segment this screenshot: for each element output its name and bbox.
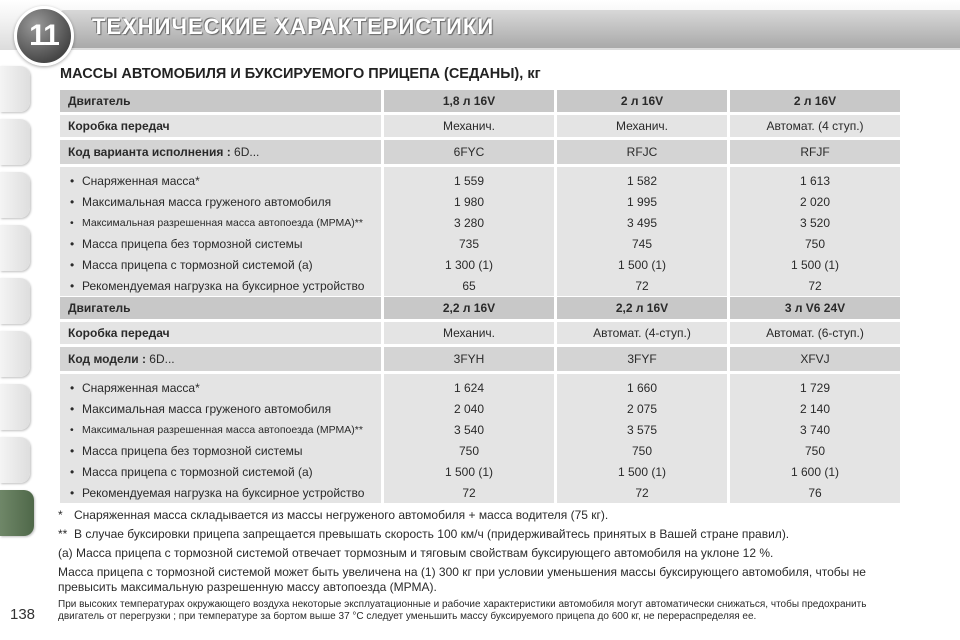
engine-value: 2,2 л 16V: [557, 297, 727, 319]
row-label: • Максимальная разрешенная масса автопоезда (МРМА)**: [60, 212, 381, 233]
engine-label: Двигатель: [60, 297, 381, 319]
row-value: 1 995: [557, 191, 727, 212]
table-row: [60, 212, 900, 233]
table-row: [60, 461, 900, 482]
chapter-badge: [14, 6, 74, 66]
engine-value: 3 л V6 24V: [730, 297, 900, 319]
table-row: [60, 440, 900, 461]
engine-value: 2,2 л 16V: [384, 297, 554, 319]
table-row: [60, 482, 900, 503]
row-value: 1 729: [730, 374, 900, 398]
gearbox-value: Механич.: [557, 115, 727, 137]
code-value: RFJF: [730, 140, 900, 164]
row-value: 1 613: [730, 167, 900, 191]
chapter-title: ТЕХНИЧЕСКИЕ ХАРАКТЕРИСТИКИ: [92, 14, 495, 39]
row-value: 76: [730, 482, 900, 503]
chapter-tab[interactable]: [0, 278, 30, 324]
row-value: 1 300 (1): [384, 254, 554, 275]
gearbox-row: [60, 115, 900, 137]
engine-value: 2 л 16V: [730, 90, 900, 112]
chapter-tab[interactable]: [0, 119, 30, 165]
chapter-tab[interactable]: [0, 331, 30, 377]
row-value: 3 740: [730, 419, 900, 440]
row-value: 3 495: [557, 212, 727, 233]
chapter-tab[interactable]: [0, 437, 30, 483]
row-value: 72: [557, 275, 727, 296]
table-row: [60, 275, 900, 296]
gearbox-value: Автомат. (4-ступ.): [557, 322, 727, 344]
row-value: 72: [557, 482, 727, 503]
row-value: 750: [730, 233, 900, 254]
gearbox-value: Автомат. (4 ступ.): [730, 115, 900, 137]
gearbox-value: Автомат. (6-ступ.): [730, 322, 900, 344]
row-value: 1 660: [557, 374, 727, 398]
row-value: 745: [557, 233, 727, 254]
code-value: 3FYH: [384, 347, 554, 371]
row-value: 1 559: [384, 167, 554, 191]
row-value: 3 520: [730, 212, 900, 233]
footnote-1: * Снаряженная масса складывается из массы негруженого автомобиля + масса водителя (75 кг).: [58, 508, 609, 522]
code-value: XFVJ: [730, 347, 900, 371]
row-value: 1 500 (1): [384, 461, 554, 482]
row-value: 750: [730, 440, 900, 461]
row-value: 2 075: [557, 398, 727, 419]
table-row: [60, 254, 900, 275]
row-value: 1 500 (1): [557, 461, 727, 482]
chapter-tab[interactable]: [0, 66, 30, 112]
row-label: • Максимальная масса груженого автомобиля: [60, 191, 381, 212]
page-number: 138: [10, 606, 36, 623]
row-label: • Масса прицепа без тормозной системы: [60, 440, 381, 461]
gearbox-value: Механич.: [384, 115, 554, 137]
footnotes: [58, 508, 908, 627]
row-value: 3 575: [557, 419, 727, 440]
table-row: [60, 419, 900, 440]
chapter-number: 11: [29, 19, 59, 52]
chapter-tab[interactable]: [0, 384, 30, 430]
row-label: • Масса прицепа с тормозной системой (а): [60, 254, 381, 275]
row-value: 750: [384, 440, 554, 461]
table-row: [60, 374, 900, 398]
gearbox-label: Коробка передач: [60, 115, 381, 137]
code-row: [60, 140, 900, 164]
row-value: 1 980: [384, 191, 554, 212]
row-value: 2 040: [384, 398, 554, 419]
row-value: 750: [557, 440, 727, 461]
row-value: 65: [384, 275, 554, 296]
code-value: RFJC: [557, 140, 727, 164]
engine-row: [60, 297, 900, 319]
row-label: • Рекомендуемая нагрузка на буксирное устройство: [60, 275, 381, 296]
table-row: [60, 398, 900, 419]
row-value: 1 500 (1): [557, 254, 727, 275]
row-label: • Снаряженная масса*: [60, 374, 381, 398]
section-title: МАССЫ АВТОМОБИЛЯ И БУКСИРУЕМОГО ПРИЦЕПА (СЕДАНЫ), кг: [60, 66, 541, 82]
table-row: [60, 191, 900, 212]
row-value: 72: [730, 275, 900, 296]
chapter-tab-active[interactable]: [0, 490, 34, 536]
row-value: 3 280: [384, 212, 554, 233]
row-value: 2 020: [730, 191, 900, 212]
row-value: 1 582: [557, 167, 727, 191]
footnote-4: Масса прицепа с тормозной системой может быть увеличена на (1) 300 кг при условии уменьшения массы буксирующего автомобиля, чтобы не превысить максимальную разрешенную массу автопоезда (МРМА).: [58, 565, 866, 594]
row-value: 1 624: [384, 374, 554, 398]
engine-label: Двигатель: [60, 90, 381, 112]
row-label: • Максимальная масса груженого автомобиля: [60, 398, 381, 419]
footnote-2: ** В случае буксировки прицепа запрещается превышать скорость 100 км/ч (придерживайтесь принятых в Вашей стране правил).: [58, 527, 790, 541]
code-value: 6FYC: [384, 140, 554, 164]
engine-row: [60, 90, 900, 112]
code-label: Код варианта исполнения : 6D...: [60, 140, 381, 164]
row-label: • Снаряженная масса*: [60, 167, 381, 191]
spec-table-2: [57, 297, 903, 503]
row-value: 3 540: [384, 419, 554, 440]
footnote-5: При высоких температурах окружающего воздуха некоторые эксплуатационные и рабочие характеристики автомобиля могут автоматически снижаться, чтобы предохранить двигатель от перегрузки ; при температуре за бортом выше 37 °С следует уменьшить массу буксируемого прицепа до 600 кг, не перераспределяя ее.: [58, 599, 867, 622]
chapter-tabs: [0, 66, 34, 543]
gearbox-row: [60, 322, 900, 344]
engine-value: 1,8 л 16V: [384, 90, 554, 112]
gearbox-value: Механич.: [384, 322, 554, 344]
row-label: • Максимальная разрешенная масса автопоезда (МРМА)**: [60, 419, 381, 440]
row-value: 72: [384, 482, 554, 503]
table-row: [60, 233, 900, 254]
chapter-tab[interactable]: [0, 225, 30, 271]
engine-value: 2 л 16V: [557, 90, 727, 112]
code-label: Код модели : 6D...: [60, 347, 381, 371]
chapter-tab[interactable]: [0, 172, 30, 218]
code-row: [60, 347, 900, 371]
gearbox-label: Коробка передач: [60, 322, 381, 344]
row-label: • Масса прицепа без тормозной системы: [60, 233, 381, 254]
row-value: 1 600 (1): [730, 461, 900, 482]
spec-table-1: [57, 90, 903, 296]
code-value: 3FYF: [557, 347, 727, 371]
footnote-3: (а) Масса прицепа с тормозной системой отвечает тормозным и тяговым свойствам буксирующего автомобиля на уклоне 12 %.: [58, 546, 774, 560]
table-row: [60, 167, 900, 191]
row-value: 1 500 (1): [730, 254, 900, 275]
row-label: • Масса прицепа с тормозной системой (а): [60, 461, 381, 482]
row-value: 2 140: [730, 398, 900, 419]
row-value: 735: [384, 233, 554, 254]
row-label: • Рекомендуемая нагрузка на буксирное устройство: [60, 482, 381, 503]
